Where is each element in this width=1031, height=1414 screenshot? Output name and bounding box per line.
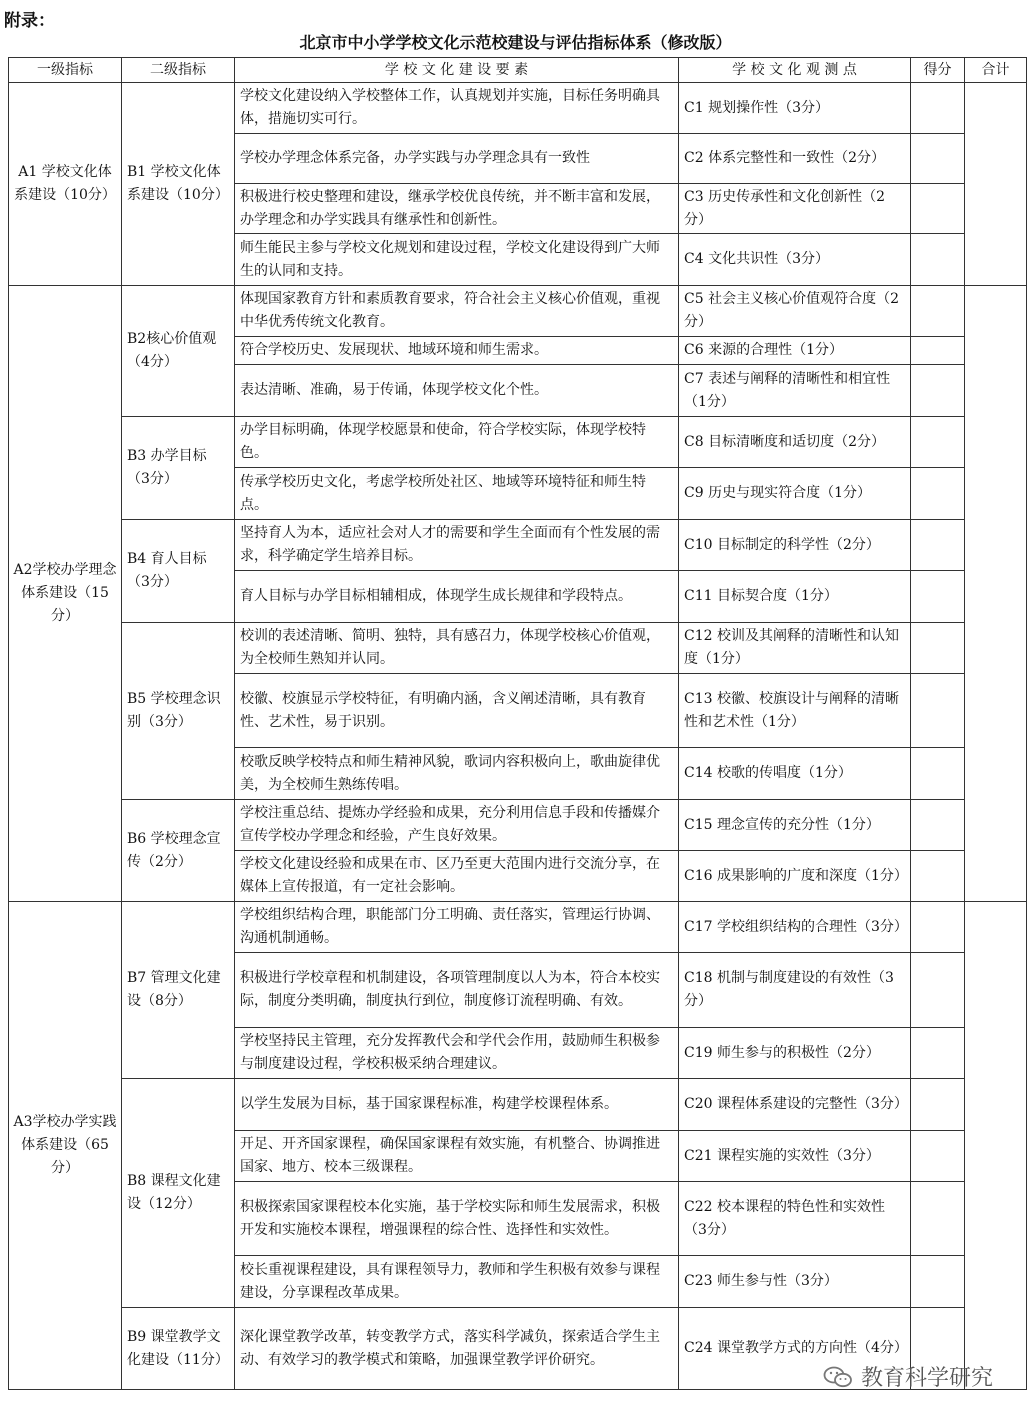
point-cell: C1 规划操作性（3分） — [679, 83, 911, 134]
level2-cell: B8 课程文化建设（12分） — [122, 1079, 235, 1308]
score-cell — [911, 571, 965, 623]
table-row — [9, 623, 1027, 674]
element-cell: 校长重视课程建设，具有课程领导力，教师和学生积极有效参与课程建设，分享课程改革成果。 — [235, 1256, 679, 1308]
element-cell: 传承学校历史文化，考虑学校所处社区、地域等环境特征和师生特点。 — [235, 468, 679, 520]
point-cell: C4 文化共识性（3分） — [679, 234, 911, 286]
element-cell: 学校组织结构合理，职能部门分工明确、责任落实，管理运行协调、沟通机制通畅。 — [235, 902, 679, 953]
score-cell — [911, 1256, 965, 1308]
header-level1: 一级指标 — [9, 58, 122, 83]
total-cell — [965, 286, 1027, 902]
score-cell — [911, 1182, 965, 1256]
wechat-icon — [823, 1365, 853, 1389]
element-cell: 积极进行学校章程和机制建设，各项管理制度以人为本，符合本校实际，制度分类明确，制度执行到位，制度修订流程明确、有效。 — [235, 953, 679, 1028]
point-cell: C15 理念宣传的充分性（1分） — [679, 800, 911, 851]
score-cell — [911, 83, 965, 134]
page-title: 北京市中小学学校文化示范校建设与评估指标体系（修改版） — [299, 33, 732, 52]
score-cell — [911, 365, 965, 417]
level2-cell: B5 学校理念识别（3分） — [122, 623, 235, 800]
element-cell: 坚持育人为本，适应社会对人才的需要和学生全面而有个性发展的需求，科学确定学生培养目标。 — [235, 520, 679, 571]
point-cell: C7 表述与阐释的清晰性和相宜性（1分） — [679, 365, 911, 417]
score-cell — [911, 902, 965, 953]
level1-cell: A3学校办学实践体系建设（65分） — [9, 902, 122, 1390]
point-cell: C19 师生参与的积极性（2分） — [679, 1028, 911, 1079]
element-cell: 校徽、校旗显示学校特征，有明确内涵，含义阐述清晰，具有教育性、艺术性，易于识别。 — [235, 674, 679, 748]
score-cell — [911, 1131, 965, 1182]
point-cell: C5 社会主义核心价值观符合度（2分） — [679, 286, 911, 337]
element-cell: 学校坚持民主管理，充分发挥教代会和学代会作用，鼓励师生积极参与制度建设过程，学校积极采纳合理建议。 — [235, 1028, 679, 1079]
element-cell: 体现国家教育方针和素质教育要求，符合社会主义核心价值观，重视中华优秀传统文化教育。 — [235, 286, 679, 337]
score-cell — [911, 520, 965, 571]
point-cell: C13 校徽、校旗设计与阐释的清晰性和艺术性（1分） — [679, 674, 911, 748]
score-cell — [911, 851, 965, 902]
header-level2: 二级指标 — [122, 58, 235, 83]
point-cell: C6 来源的合理性（1分） — [679, 337, 911, 365]
element-cell: 积极进行校史整理和建设，继承学校优良传统，并不断丰富和发展，办学理念和办学实践具有继承性和创新性。 — [235, 184, 679, 234]
element-cell: 开足、开齐国家课程，确保国家课程有效实施，有机整合、协调推进国家、地方、校本三级课程。 — [235, 1131, 679, 1182]
element-cell: 表达清晰、准确，易于传诵，体现学校文化个性。 — [235, 365, 679, 417]
point-cell: C23 师生参与性（3分） — [679, 1256, 911, 1308]
point-cell: C10 目标制定的科学性（2分） — [679, 520, 911, 571]
element-cell: 符合学校历史、发展现状、地域环境和师生需求。 — [235, 337, 679, 365]
table-row — [9, 1079, 1027, 1131]
level1-cell: A2学校办学理念体系建设（15分） — [9, 286, 122, 902]
element-cell: 深化课堂教学改革，转变教学方式，落实科学减负，探索适合学生主动、有效学习的教学模式和策略，加强课堂教学评价研究。 — [235, 1308, 679, 1390]
element-cell: 育人目标与办学目标相辅相成，体现学生成长规律和学段特点。 — [235, 571, 679, 623]
score-cell — [911, 468, 965, 520]
level2-cell: B3 办学目标（3分） — [122, 417, 235, 520]
element-cell: 以学生发展为目标，基于国家课程标准，构建学校课程体系。 — [235, 1079, 679, 1131]
point-cell: C2 体系完整性和一致性（2分） — [679, 134, 911, 184]
point-cell: C21 课程实施的实效性（3分） — [679, 1131, 911, 1182]
level2-cell: B4 育人目标（3分） — [122, 520, 235, 623]
element-cell: 师生能民主参与学校文化规划和建设过程，学校文化建设得到广大师生的认同和支持。 — [235, 234, 679, 286]
score-cell — [911, 1079, 965, 1131]
score-cell — [911, 337, 965, 365]
score-cell — [911, 134, 965, 184]
score-cell — [911, 800, 965, 851]
table-row — [9, 417, 1027, 468]
element-cell: 办学目标明确，体现学校愿景和使命，符合学校实际，体现学校特色。 — [235, 417, 679, 468]
total-cell — [965, 83, 1027, 286]
score-cell — [911, 417, 965, 468]
element-cell: 校歌反映学校特点和师生精神风貌，歌词内容积极向上，歌曲旋律优美，为全校师生熟练传唱。 — [235, 748, 679, 800]
point-cell: C18 机制与制度建设的有效性（3分） — [679, 953, 911, 1028]
header-total: 合计 — [965, 58, 1027, 83]
point-cell: C24 课堂教学方式的方向性（4分） — [679, 1308, 911, 1390]
header-score: 得分 — [911, 58, 965, 83]
level2-cell: B1 学校文化体系建设（10分） — [122, 83, 235, 286]
table-row — [9, 520, 1027, 571]
element-cell: 学校文化建设纳入学校整体工作，认真规划并实施，目标任务明确具体，措施切实可行。 — [235, 83, 679, 134]
element-cell: 校训的表述清晰、简明、独特，具有感召力，体现学校核心价值观，为全校师生熟知并认同。 — [235, 623, 679, 674]
header-element: 学 校 文 化 建 设 要 素 — [235, 58, 679, 83]
element-cell: 学校办学理念体系完备，办学实践与办学理念具有一致性 — [235, 134, 679, 184]
point-cell: C16 成果影响的广度和深度（1分） — [679, 851, 911, 902]
table-row — [9, 902, 1027, 953]
table-row — [9, 83, 1027, 134]
watermark-text: 教育科学研究 — [860, 1366, 993, 1391]
point-cell: C20 课程体系建设的完整性（3分） — [679, 1079, 911, 1131]
appendix-label: 附录： — [4, 11, 55, 31]
header-point: 学 校 文 化 观 测 点 — [679, 58, 911, 83]
score-cell — [911, 1028, 965, 1079]
point-cell: C22 校本课程的特色性和实效性（3分） — [679, 1182, 911, 1256]
element-cell: 学校注重总结、提炼办学经验和成果，充分利用信息手段和传播媒介宣传学校办学理念和经验，产生良好效果。 — [235, 800, 679, 851]
level2-cell: B7 管理文化建设（8分） — [122, 902, 235, 1079]
point-cell: C17 学校组织结构的合理性（3分） — [679, 902, 911, 953]
point-cell: C9 历史与现实符合度（1分） — [679, 468, 911, 520]
point-cell: C12 校训及其阐释的清晰性和认知度（1分） — [679, 623, 911, 674]
watermark — [823, 1361, 993, 1392]
score-cell — [911, 286, 965, 337]
score-cell — [911, 234, 965, 286]
element-cell: 积极探索国家课程校本化实施，基于学校实际和师生发展需求，积极开发和实施校本课程，增强课程的综合性、选择性和实效性。 — [235, 1182, 679, 1256]
level2-cell: B2核心价值观（4分） — [122, 286, 235, 417]
level2-cell: B6 学校理念宣传（2分） — [122, 800, 235, 902]
score-cell — [911, 748, 965, 800]
score-cell — [911, 184, 965, 234]
level1-cell: A1 学校文化体系建设（10分） — [9, 83, 122, 286]
point-cell: C3 历史传承性和文化创新性（2分） — [679, 184, 911, 234]
table-row — [9, 286, 1027, 337]
indicator-table — [8, 57, 1027, 1390]
point-cell: C11 目标契合度（1分） — [679, 571, 911, 623]
point-cell: C8 目标清晰度和适切度（2分） — [679, 417, 911, 468]
score-cell — [911, 674, 965, 748]
total-cell — [965, 902, 1027, 1390]
score-cell — [911, 623, 965, 674]
score-cell — [911, 953, 965, 1028]
element-cell: 学校文化建设经验和成果在市、区乃至更大范围内进行交流分享，在媒体上宣传报道，有一定社会影响。 — [235, 851, 679, 902]
table-header-row — [9, 58, 1027, 83]
point-cell: C14 校歌的传唱度（1分） — [679, 748, 911, 800]
table-row — [9, 800, 1027, 851]
level2-cell: B9 课堂教学文化建设（11分） — [122, 1308, 235, 1390]
